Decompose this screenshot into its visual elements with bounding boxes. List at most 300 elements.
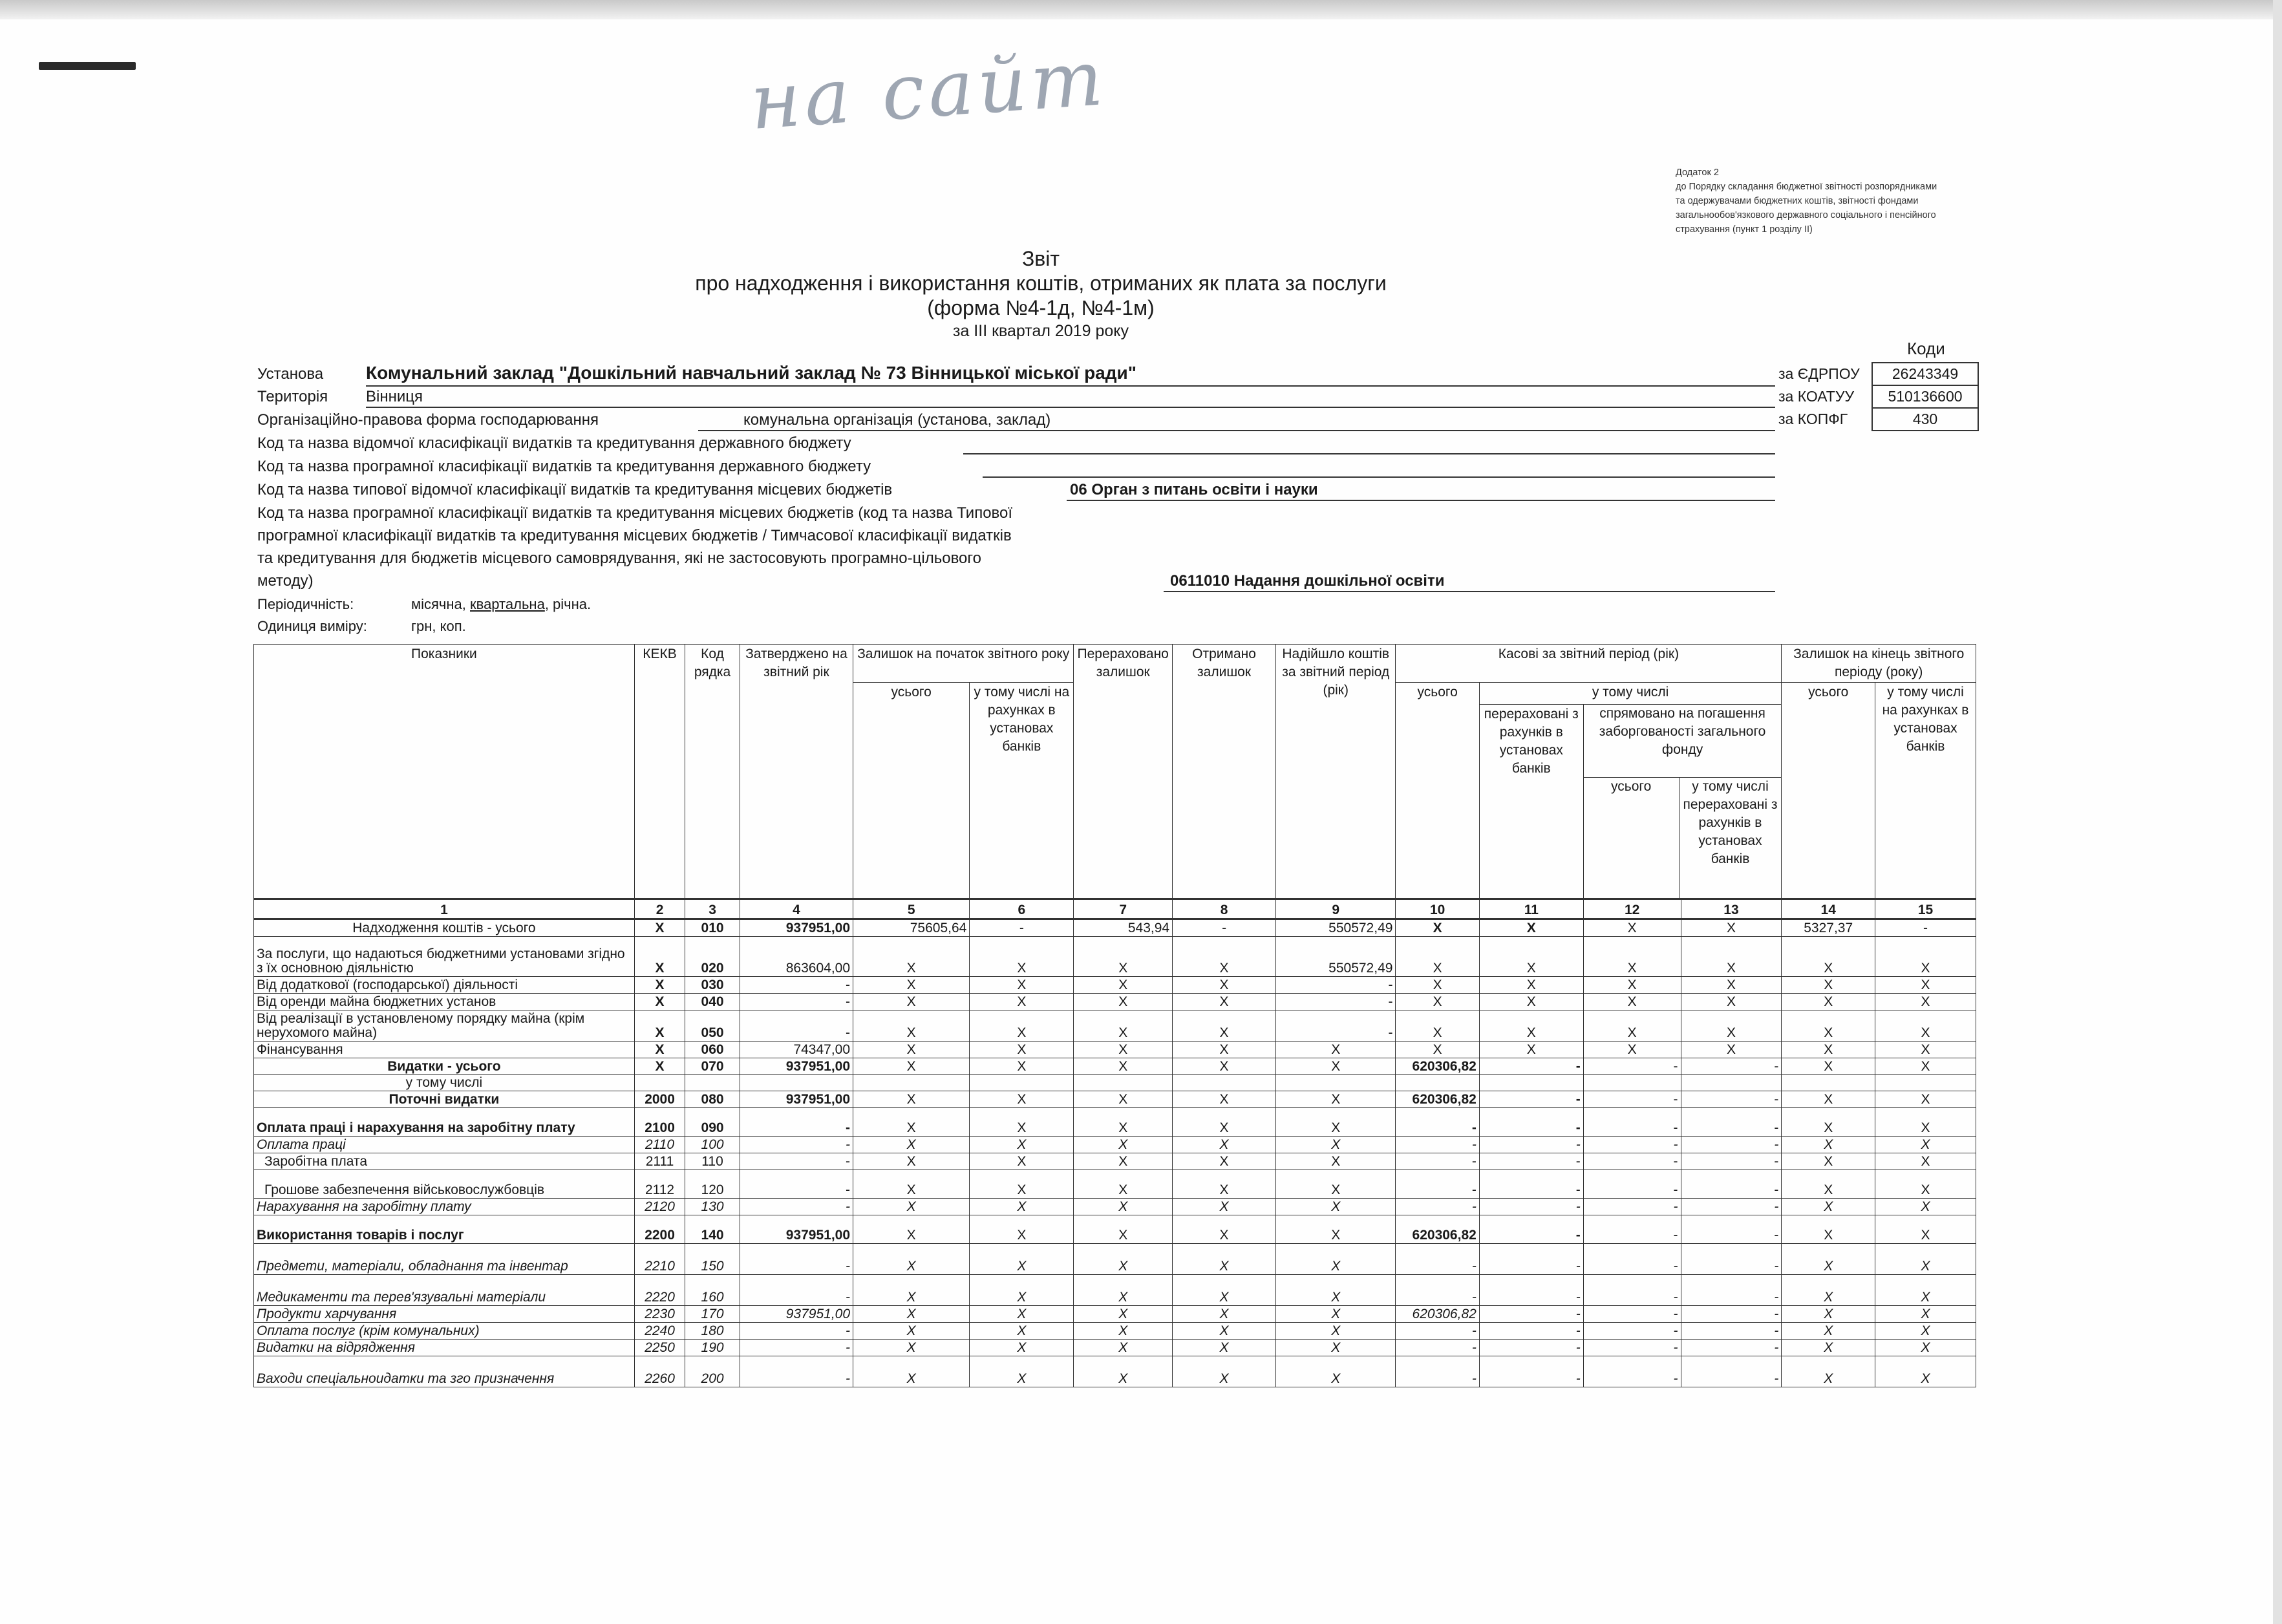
row-cell: 5327,37 — [1782, 919, 1875, 937]
col-cash-expenses: Касові за звітний період (рік) — [1396, 645, 1782, 683]
column-numbers-row — [254, 899, 1976, 919]
row-cell: X — [853, 1215, 970, 1244]
row-cell: 140 — [685, 1215, 740, 1244]
row-cell: X — [1173, 1306, 1276, 1323]
periodicity-value — [411, 596, 591, 613]
row-cell: X — [1782, 1199, 1875, 1215]
table-row — [254, 1215, 1976, 1244]
row-cell: 937951,00 — [740, 1215, 853, 1244]
row-cell: X — [1782, 1306, 1875, 1323]
row-label: Медикаменти та перев'язувальні матеріали — [254, 1275, 635, 1306]
row-cell: 2200 — [634, 1215, 685, 1244]
row-cell: 620306,82 — [1396, 1306, 1479, 1323]
col-num: 15 — [1875, 899, 1976, 919]
row-cell: 620306,82 — [1396, 1091, 1479, 1108]
row-cell: 200 — [685, 1356, 740, 1387]
territory-underline — [366, 407, 1775, 408]
row-cell: X — [634, 1010, 685, 1042]
row-cell: X — [1173, 1170, 1276, 1199]
row-cell: - — [740, 1275, 853, 1306]
row-cell: X — [1875, 1010, 1976, 1042]
row-cell: X — [1782, 1356, 1875, 1387]
col-num: 7 — [1074, 899, 1173, 919]
row-cell: X — [1074, 1199, 1173, 1215]
row-cell: - — [1396, 1108, 1479, 1137]
row-cell: X — [1681, 977, 1782, 994]
row-cell: X — [634, 977, 685, 994]
row-cell: 2250 — [634, 1340, 685, 1356]
col-num: 1 — [254, 899, 635, 919]
row-cell: X — [1396, 937, 1479, 977]
row-label: Використання товарів і послуг — [254, 1215, 635, 1244]
row-cell: - — [1681, 1306, 1782, 1323]
institution-underline — [366, 385, 1775, 387]
row-label: Від оренди майна бюджетних установ — [254, 994, 635, 1010]
row-cell: 040 — [685, 994, 740, 1010]
row-cell: X — [1074, 1058, 1173, 1075]
col-debt-repayment — [1583, 705, 1782, 899]
row-cell: X — [1173, 1199, 1276, 1215]
row-cell: X — [1276, 1275, 1396, 1306]
table-row — [254, 1340, 1976, 1356]
table-body — [254, 899, 1976, 1387]
col-balance-end: Залишок на кінець звітного періоду (року) — [1782, 645, 1976, 683]
row-label: Видатки - усього — [254, 1058, 635, 1075]
row-cell: X — [1681, 919, 1782, 937]
row-cell: X — [1875, 977, 1976, 994]
table-row — [254, 1306, 1976, 1323]
row-cell: X — [1173, 994, 1276, 1010]
row-cell: - — [1396, 1199, 1479, 1215]
row-cell: - — [1396, 1170, 1479, 1199]
row-cell: X — [1875, 1275, 1976, 1306]
row-cell: X — [1782, 977, 1875, 994]
row-cell: - — [1479, 1170, 1583, 1199]
table-row — [254, 1042, 1976, 1058]
report-form: (форма №4-1д, №4-1м) — [927, 296, 1155, 319]
row-cell: X — [1875, 1215, 1976, 1244]
col-num: 14 — [1782, 899, 1875, 919]
row-label: За послуги, що надаються бюджетними установами згідно з їх основною діяльністю — [254, 937, 635, 977]
row-label: Нарахування на заробітну плату — [254, 1199, 635, 1215]
typical-class-label: Код та назва типової відомчої класифікації видатків та кредитування місцевих бюджетів — [257, 481, 893, 498]
row-cell: - — [740, 1137, 853, 1153]
debt-repayment-label: спрямовано на погашення заборгованості загального фонду — [1584, 705, 1782, 778]
row-cell: X — [1479, 937, 1583, 977]
row-cell: X — [853, 1137, 970, 1153]
row-cell: X — [1782, 1091, 1875, 1108]
row-cell: 2220 — [634, 1275, 685, 1306]
row-cell: X — [1276, 1244, 1396, 1275]
row-cell: 190 — [685, 1340, 740, 1356]
col-balance-end-bank: у тому числі на рахунках в установах банків — [1875, 683, 1976, 899]
row-cell: X — [1782, 937, 1875, 977]
row-label: Продукти харчування — [254, 1306, 635, 1323]
row-cell: 550572,49 — [1276, 937, 1396, 977]
row-cell: X — [1074, 977, 1173, 994]
table-row — [254, 1275, 1976, 1306]
col-num: 5 — [853, 899, 970, 919]
row-cell: X — [1875, 1340, 1976, 1356]
periodicity-yearly: , річна. — [544, 596, 592, 612]
local-prog-value: 0611010 Надання дошкільної освіти — [1170, 572, 1445, 590]
row-cell: X — [970, 1340, 1074, 1356]
row-label: Фінансування — [254, 1042, 635, 1058]
row-cell: 2100 — [634, 1108, 685, 1137]
row-cell: X — [1875, 1170, 1976, 1199]
col-num: 13 — [1681, 899, 1782, 919]
col-num: 6 — [970, 899, 1074, 919]
org-form-underline — [698, 430, 1775, 431]
row-cell: X — [1782, 1323, 1875, 1340]
row-cell: X — [1173, 1137, 1276, 1153]
col-num: 3 — [685, 899, 740, 919]
row-cell: - — [1276, 1010, 1396, 1042]
row-cell — [1875, 1075, 1976, 1091]
territory-value: Вінниця — [366, 388, 423, 405]
row-cell: X — [853, 1170, 970, 1199]
row-cell: X — [634, 919, 685, 937]
row-cell: 130 — [685, 1199, 740, 1215]
periodicity-monthly: місячна, — [411, 596, 470, 612]
row-cell: - — [1479, 1340, 1583, 1356]
row-cell: 937951,00 — [740, 1058, 853, 1075]
dept-class-label: Код та назва відомчої класифікації видатків та кредитування державного бюджету — [257, 434, 851, 452]
row-cell: - — [1396, 1323, 1479, 1340]
row-cell: - — [1583, 1091, 1681, 1108]
row-cell: X — [970, 994, 1074, 1010]
row-cell: - — [1681, 1215, 1782, 1244]
row-cell: - — [1276, 977, 1396, 994]
typical-class-underline — [1067, 500, 1775, 501]
report-period: за ІІІ квартал 2019 року — [953, 322, 1129, 340]
col-num: 10 — [1396, 899, 1479, 919]
row-cell: X — [1074, 1215, 1173, 1244]
row-cell: X — [853, 1058, 970, 1075]
row-cell: - — [1681, 1340, 1782, 1356]
row-cell: X — [853, 1323, 970, 1340]
row-cell: X — [1074, 1153, 1173, 1170]
row-cell: X — [853, 1108, 970, 1137]
row-cell: X — [1681, 1042, 1782, 1058]
row-cell: X — [1074, 1275, 1173, 1306]
row-cell: 2110 — [634, 1137, 685, 1153]
table-row — [254, 1199, 1976, 1215]
row-cell: X — [853, 977, 970, 994]
row-cell: X — [1074, 1091, 1173, 1108]
col-transferred-from-bank: перераховані з рахунків в установах банків — [1479, 705, 1583, 899]
row-cell: - — [740, 1340, 853, 1356]
code-value: 430 — [1872, 408, 1978, 431]
row-cell: - — [970, 919, 1074, 937]
row-cell: 090 — [685, 1108, 740, 1137]
row-cell: X — [1479, 1010, 1583, 1042]
row-cell: X — [1276, 1323, 1396, 1340]
row-cell: 75605,64 — [853, 919, 970, 937]
row-cell: - — [1681, 1275, 1782, 1306]
row-cell: X — [1782, 1275, 1875, 1306]
row-cell: X — [970, 1137, 1074, 1153]
row-cell: - — [1396, 1244, 1479, 1275]
typical-class-value: 06 Орган з питань освіти і науки — [1070, 481, 1318, 498]
report-subtitle: про надходження і використання коштів, отриманих як плата за послуги — [695, 272, 1387, 295]
row-cell: X — [1276, 1340, 1396, 1356]
row-label: Оплата послуг (крім комунальних) — [254, 1323, 635, 1340]
row-cell: X — [1875, 1199, 1976, 1215]
table-row — [254, 1137, 1976, 1153]
row-cell: X — [853, 1153, 970, 1170]
row-cell: X — [853, 1091, 970, 1108]
row-cell: X — [1074, 1340, 1173, 1356]
row-label: Заробітна плата — [254, 1153, 635, 1170]
row-cell: X — [1782, 1010, 1875, 1042]
row-cell: X — [1479, 994, 1583, 1010]
row-cell: X — [1173, 1010, 1276, 1042]
row-cell: 150 — [685, 1244, 740, 1275]
row-cell: - — [1583, 1340, 1681, 1356]
row-cell: X — [970, 1244, 1074, 1275]
row-cell: X — [1173, 1153, 1276, 1170]
table-row — [254, 919, 1976, 937]
row-cell — [1173, 1075, 1276, 1091]
row-cell: X — [1875, 1153, 1976, 1170]
row-cell: X — [1173, 1042, 1276, 1058]
row-cell: - — [1583, 1137, 1681, 1153]
row-cell: X — [970, 1091, 1074, 1108]
row-cell: X — [1875, 1323, 1976, 1340]
row-cell: X — [1276, 1091, 1396, 1108]
row-cell: - — [1479, 1275, 1583, 1306]
col-balance-end-total: усього — [1782, 683, 1875, 899]
row-cell: X — [853, 1306, 970, 1323]
row-cell: X — [1074, 994, 1173, 1010]
row-cell: - — [1583, 1306, 1681, 1323]
table-row — [254, 1058, 1976, 1075]
table-header — [254, 645, 1976, 899]
row-cell — [1583, 1075, 1681, 1091]
row-cell: X — [1396, 919, 1479, 937]
debt-repayment-total: усього — [1584, 778, 1680, 898]
periodicity-label: Періодичність: — [257, 596, 354, 612]
row-label: Поточні видатки — [254, 1091, 635, 1108]
row-cell: X — [853, 1340, 970, 1356]
row-cell: 170 — [685, 1306, 740, 1323]
row-cell: X — [1276, 1137, 1396, 1153]
appendix-line: та одержувачами бюджетних коштів, звітності фондами — [1676, 196, 1919, 206]
col-num: 11 — [1479, 899, 1583, 919]
code-label: за КОПФГ — [1778, 411, 1848, 427]
pen-mark — [39, 62, 136, 70]
row-cell: X — [970, 1170, 1074, 1199]
row-cell: 100 — [685, 1137, 740, 1153]
col-balance-start: Залишок на початок звітного року — [853, 645, 1074, 683]
row-cell: X — [1782, 1108, 1875, 1137]
row-cell: X — [634, 994, 685, 1010]
row-cell: X — [1782, 1244, 1875, 1275]
row-cell: X — [1074, 1244, 1173, 1275]
row-cell: - — [1479, 1058, 1583, 1075]
row-cell — [970, 1075, 1074, 1091]
row-cell: 2240 — [634, 1323, 685, 1340]
col-received-funds: Надійшло коштів за звітний період (рік) — [1276, 645, 1396, 899]
handwritten-note: на сайт — [747, 32, 1110, 147]
row-cell: 937951,00 — [740, 1091, 853, 1108]
col-num: 12 — [1583, 899, 1681, 919]
row-cell: X — [970, 1199, 1074, 1215]
row-cell: - — [1479, 1091, 1583, 1108]
row-cell: X — [853, 1042, 970, 1058]
row-cell: X — [970, 1010, 1074, 1042]
col-indicators: Показники — [254, 645, 635, 899]
row-label: Предмети, матеріали, обладнання та інвентар — [254, 1244, 635, 1275]
row-cell: X — [1074, 1137, 1173, 1153]
row-cell: 020 — [685, 937, 740, 977]
row-cell: X — [853, 1244, 970, 1275]
table-row — [254, 1170, 1976, 1199]
row-cell: X — [1396, 1010, 1479, 1042]
row-cell: - — [1583, 1215, 1681, 1244]
appendix-line: до Порядку складання бюджетної звітності розпорядниками — [1676, 182, 1937, 192]
code-label: за ЄДРПОУ — [1778, 365, 1860, 382]
row-cell: X — [970, 1306, 1074, 1323]
row-cell: X — [1583, 937, 1681, 977]
scan-right-edge — [2273, 0, 2282, 1624]
org-form-value: комунальна організація (установа, заклад) — [743, 411, 1051, 429]
table-row — [254, 937, 1976, 977]
row-cell: - — [1479, 1108, 1583, 1137]
row-label: Видатки на відрядження — [254, 1340, 635, 1356]
col-row-code: Код рядка — [685, 645, 740, 899]
col-transferred-balance: Перераховано залишок — [1074, 645, 1173, 899]
row-cell: X — [1782, 1042, 1875, 1058]
col-cash-total: усього — [1396, 683, 1479, 899]
row-cell: X — [1782, 1153, 1875, 1170]
row-cell: 120 — [685, 1170, 740, 1199]
row-cell: - — [740, 1356, 853, 1387]
row-cell: - — [740, 994, 853, 1010]
row-cell: X — [634, 1042, 685, 1058]
row-cell: X — [970, 937, 1074, 977]
row-cell: - — [1583, 1356, 1681, 1387]
table-row — [254, 1075, 1976, 1091]
row-cell — [1681, 1075, 1782, 1091]
row-cell: X — [1875, 1058, 1976, 1075]
row-cell: - — [1396, 1275, 1479, 1306]
row-cell: - — [1479, 1323, 1583, 1340]
row-cell: X — [970, 1215, 1074, 1244]
row-cell: X — [1173, 1058, 1276, 1075]
row-label: Від додаткової (господарської) діяльності — [254, 977, 635, 994]
row-cell: X — [1074, 1323, 1173, 1340]
row-cell: - — [1479, 1356, 1583, 1387]
row-cell: - — [1583, 1199, 1681, 1215]
row-cell: X — [1396, 994, 1479, 1010]
col-num: 2 — [634, 899, 685, 919]
row-cell: X — [1782, 994, 1875, 1010]
row-cell: X — [1479, 919, 1583, 937]
row-cell: X — [1276, 1356, 1396, 1387]
territory-label: Територія — [257, 388, 328, 405]
row-cell: X — [853, 1199, 970, 1215]
row-cell: - — [1583, 1153, 1681, 1170]
local-prog-line: методу) — [257, 572, 314, 590]
code-label: за КОАТУУ — [1778, 388, 1855, 405]
scan-top-edge — [0, 0, 2282, 19]
row-cell: - — [1681, 1058, 1782, 1075]
row-cell — [740, 1075, 853, 1091]
row-cell: X — [1875, 1108, 1976, 1137]
row-cell: X — [970, 1108, 1074, 1137]
col-num: 9 — [1276, 899, 1396, 919]
row-cell: - — [1396, 1356, 1479, 1387]
row-cell: - — [740, 1244, 853, 1275]
row-cell: 180 — [685, 1323, 740, 1340]
row-cell: - — [1396, 1153, 1479, 1170]
row-cell: X — [1276, 1215, 1396, 1244]
appendix-line: страхування (пункт 1 розділу ІІ) — [1676, 224, 1813, 235]
row-cell — [853, 1075, 970, 1091]
row-cell: X — [1875, 1306, 1976, 1323]
row-cell: 620306,82 — [1396, 1058, 1479, 1075]
table-row — [254, 994, 1976, 1010]
row-cell: X — [1276, 1108, 1396, 1137]
row-cell: X — [1875, 1244, 1976, 1275]
row-cell: 863604,00 — [740, 937, 853, 977]
row-cell: - — [1276, 994, 1396, 1010]
col-balance-start-total: усього — [853, 683, 970, 899]
row-cell: 010 — [685, 919, 740, 937]
row-cell: X — [1875, 994, 1976, 1010]
row-cell: - — [1479, 1199, 1583, 1215]
row-cell: X — [1074, 1170, 1173, 1199]
row-cell: X — [1583, 919, 1681, 937]
appendix-note — [1676, 166, 1973, 237]
row-cell: 060 — [685, 1042, 740, 1058]
row-cell: - — [1583, 1244, 1681, 1275]
row-cell: X — [1276, 1199, 1396, 1215]
row-cell — [685, 1075, 740, 1091]
row-cell: 74347,00 — [740, 1042, 853, 1058]
row-cell: X — [1583, 1042, 1681, 1058]
row-cell: X — [1782, 1137, 1875, 1153]
table-row — [254, 977, 1976, 994]
row-cell: X — [1782, 1058, 1875, 1075]
row-cell: 110 — [685, 1153, 740, 1170]
local-prog-line: та кредитування для бюджетів місцевого самоврядування, які не застосовують програмно-цільового — [257, 550, 981, 567]
row-cell: X — [853, 1275, 970, 1306]
row-cell: X — [1276, 1170, 1396, 1199]
row-cell: - — [1875, 919, 1976, 937]
col-kekv: КЕКВ — [634, 645, 685, 899]
row-cell: 937951,00 — [740, 1306, 853, 1323]
row-label: у тому числі — [254, 1075, 635, 1091]
row-cell: X — [1583, 977, 1681, 994]
institution-value: Комунальний заклад "Дошкільний навчальний заклад № 73 Вінницької міської ради" — [366, 363, 1137, 383]
row-cell: X — [853, 937, 970, 977]
col-approved: Затверджено на звітний рік — [740, 645, 853, 899]
row-cell: 550572,49 — [1276, 919, 1396, 937]
codes-row — [1775, 385, 1978, 408]
report-title: Звіт — [1021, 247, 1060, 270]
local-prog-underline — [1164, 591, 1775, 592]
row-cell: X — [1479, 1042, 1583, 1058]
report-table — [253, 644, 1976, 1387]
table-row — [254, 1356, 1976, 1387]
dept-class-underline — [963, 453, 1775, 454]
row-cell: X — [1681, 937, 1782, 977]
row-cell: 2260 — [634, 1356, 685, 1387]
codes-title: Коди — [1907, 339, 1945, 358]
